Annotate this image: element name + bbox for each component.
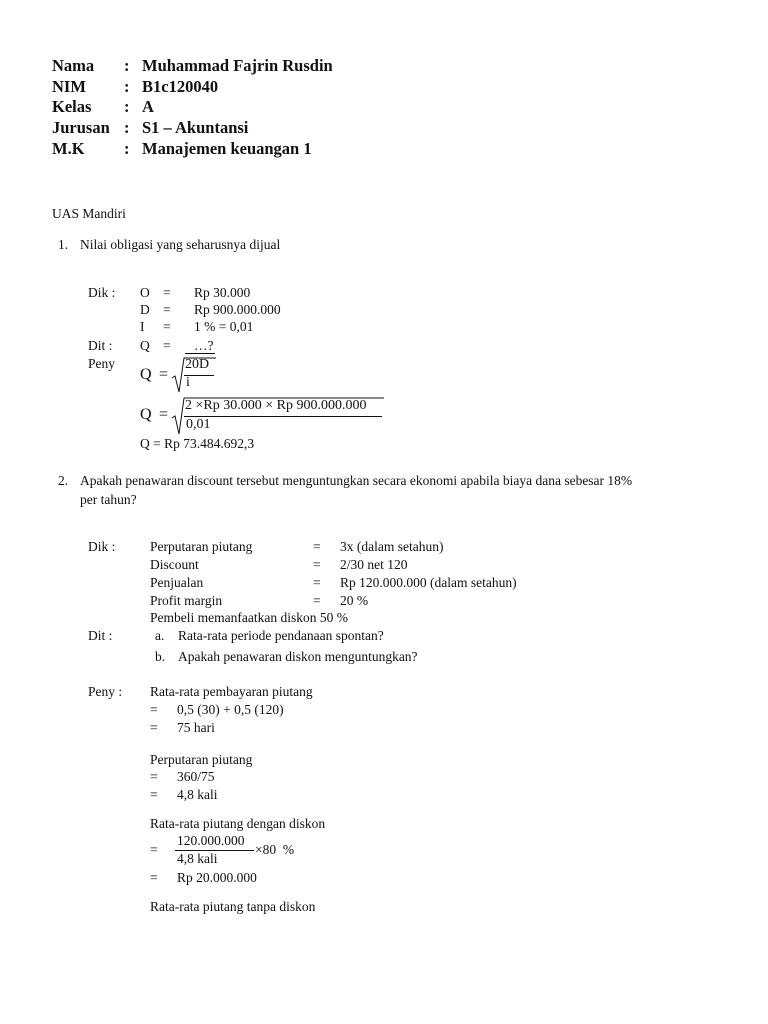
header-sep-nim: : [124, 77, 130, 96]
q1-dik-eq: = [163, 302, 171, 317]
header-sep-mk: : [124, 139, 130, 158]
q2-dit-label: Dit : [88, 628, 113, 643]
q2-dik-item-eq: = [313, 557, 321, 572]
q1-dik-eq: = [163, 319, 171, 334]
header-label-nim: NIM [52, 77, 86, 96]
q1-text: Nilai obligasi yang seharusnya dijual [80, 237, 281, 252]
q2-number: 2. [58, 473, 69, 488]
q2-dik-item-label: Penjualan [150, 575, 204, 590]
q1-dik-var: D [140, 302, 150, 317]
header-label-mk: M.K [52, 139, 85, 158]
q2-text-line2: per tahun? [80, 492, 137, 507]
q2-text-line1: Apakah penawaran discount tersebut menguntungkan secara ekonomi apabila biaya dana sebesar 18% [80, 473, 633, 488]
q2-dik-item-label: Profit margin [150, 593, 223, 608]
q1-formula2-fraction-bar [184, 416, 382, 417]
q2-dit-marker: a. [155, 628, 165, 643]
q2-dik-label: Dik : [88, 539, 116, 554]
q2-block3-multiplier: ×80 % [255, 842, 295, 857]
q1-dit-val: …? [194, 338, 214, 353]
q1-dik-val: Rp 30.000 [194, 285, 251, 300]
q2-block1-title: Rata-rata pembayaran piutang [150, 684, 313, 699]
q2-block3-title: Rata-rata piutang dengan diskon [150, 816, 326, 831]
q1-number: 1. [58, 237, 69, 252]
q2-block1-eq: = [150, 702, 158, 717]
q2-dik-item-eq: = [313, 575, 321, 590]
q2-dik-item-val: 3x (dalam setahun) [340, 539, 444, 554]
q1-formula1-lhs: Q [140, 366, 152, 383]
q2-block3-numerator: 120.000.000 [177, 833, 245, 848]
q1-peny-label: Peny [88, 356, 115, 371]
q2-peny-label: Peny : [88, 684, 123, 699]
q1-formula1-denominator: i [186, 375, 190, 390]
q2-dik-item-val: 2/30 net 120 [340, 557, 408, 572]
q1-dit-var: Q [140, 338, 150, 353]
q1-dik-label: Dik : [88, 285, 116, 300]
q1-formula2-eq: = [159, 406, 169, 423]
q1-dik-val: 1 % = 0,01 [194, 319, 254, 334]
header-sep-kelas: : [124, 97, 130, 116]
header-value-nama: Muhammad Fajrin Rusdin [142, 56, 333, 75]
q1-formula1-numerator: 20D [185, 357, 210, 372]
header-value-nim: B1c120040 [142, 77, 219, 96]
q2-block2-title: Perputaran piutang [150, 752, 253, 767]
q2-block2-line1: 360/75 [177, 769, 215, 784]
header-sep-nama: : [124, 56, 130, 75]
q1-formula2-numerator: 2 ×Rp 30.000 × Rp 900.000.000 [185, 398, 367, 413]
q2-dik-item-label: Discount [150, 557, 199, 572]
q2-block4-title: Rata-rata piutang tanpa diskon [150, 899, 316, 914]
q2-block1-line2: 75 hari [177, 720, 215, 735]
header-label-jurusan: Jurusan [52, 118, 110, 137]
header-value-mk: Manajemen keuangan 1 [142, 139, 312, 158]
q2-dik-item-eq: = [313, 593, 321, 608]
q2-block3-line2: Rp 20.000.000 [177, 870, 257, 885]
q1-dik-val: Rp 900.000.000 [194, 302, 281, 317]
q2-block1-line1: 0,5 (30) + 0,5 (120) [177, 702, 284, 717]
header-value-kelas: A [142, 97, 154, 116]
q2-block2-line2: 4,8 kali [177, 787, 218, 802]
q2-block3-denominator: 4,8 kali [177, 851, 218, 866]
q1-dik-var: I [140, 319, 145, 334]
q2-dit-text: Apakah penawaran diskon menguntungkan? [178, 649, 418, 664]
q1-dit-label: Dit : [88, 338, 113, 353]
q2-dit-text: Rata-rata periode pendanaan spontan? [178, 628, 384, 643]
q2-dit-marker: b. [155, 649, 166, 664]
q2-dik-item-val: Rp 120.000.000 (dalam setahun) [340, 575, 517, 590]
q1-dit-underline [185, 353, 215, 354]
q1-formula2-lhs: Q [140, 406, 152, 423]
q1-dik-eq: = [163, 285, 171, 300]
q2-dik-item-eq: = [313, 539, 321, 554]
header-label-nama: Nama [52, 56, 95, 75]
q2-block3-eq: = [150, 842, 158, 857]
q2-block2-eq: = [150, 787, 158, 802]
header-sep-jurusan: : [124, 118, 130, 137]
q2-block3-eq: = [150, 870, 158, 885]
header-label-kelas: Kelas [52, 97, 92, 116]
q2-block2-eq: = [150, 769, 158, 784]
q2-block1-eq: = [150, 720, 158, 735]
q2-dik-item-val: 20 % [340, 593, 369, 608]
q2-dik-item-label: Perputaran piutang [150, 539, 253, 554]
q2-dik-extra: Pembeli memanfaatkan diskon 50 % [150, 610, 348, 625]
doc-title: UAS Mandiri [52, 206, 126, 221]
q1-formula2-denominator: 0,01 [186, 417, 211, 432]
q1-result: Q = Rp 73.484.692,3 [140, 436, 255, 451]
q1-formula1-eq: = [159, 366, 169, 383]
q1-dit-eq: = [163, 338, 171, 353]
header-value-jurusan: S1 – Akuntansi [142, 118, 249, 137]
q1-dik-var: O [140, 285, 150, 300]
